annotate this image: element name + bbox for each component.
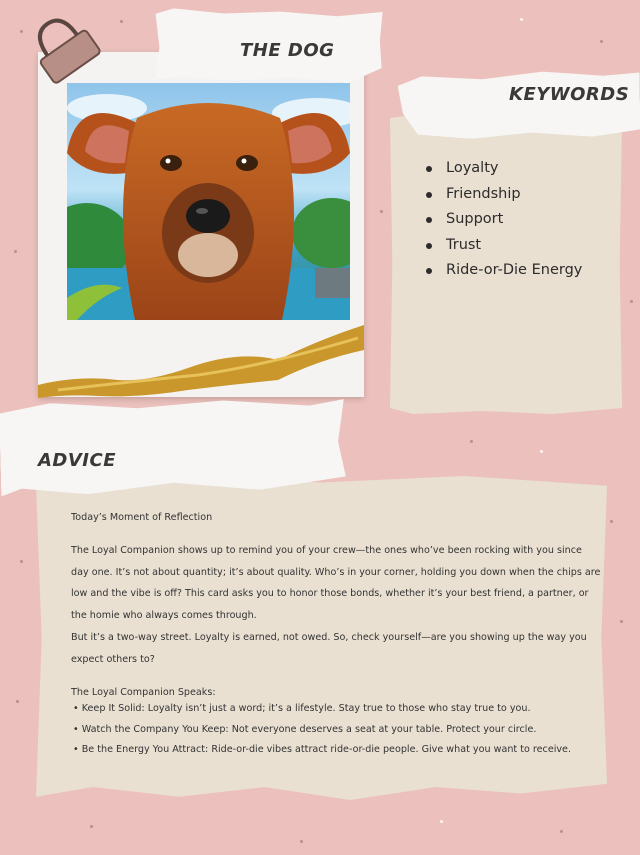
dog-photo (67, 83, 350, 320)
keyword-item: Ride-or-Die Energy (426, 258, 582, 284)
gold-foil-decor (38, 320, 364, 400)
binder-clip-icon (22, 14, 114, 100)
keyword-item: Loyalty (426, 156, 582, 182)
advice-bullet: • Keep It Solid: Loyalty isn’t just a word; it’s a lifestyle. Stay true to those who stay true to you. (73, 699, 603, 720)
advice-heading: ADVICE (38, 450, 117, 471)
advice-paragraph-1: The Loyal Companion shows up to remind you of your crew—the ones who’ve been rocking with you since day one. It’s not about quantity; it’s about quality. Who’s in your corner, holding you down when the chips are low and the vibe is off? This card asks you to honor those bonds, whether it’s your best friend, a partner, or the homie who always comes through. (71, 545, 601, 621)
advice-bullet: • Be the Energy You Attract: Ride-or-die vibes attract ride-or-die people. Give what you want to receive. (73, 740, 603, 761)
advice-paragraph-2: But it’s a two-way street. Loyalty is earned, not owed. So, check yourself—are you showing up the way you expect others to? (71, 632, 587, 665)
card-title: THE DOG (240, 40, 335, 61)
keywords-list (426, 156, 582, 284)
polaroid-frame (38, 52, 364, 397)
advice-bullet: • Watch the Company You Keep: Not everyone deserves a seat at your table. Protect your circle. (73, 720, 603, 741)
keyword-item: Trust (426, 233, 582, 259)
keywords-tape (397, 70, 640, 140)
advice-tape (0, 396, 346, 497)
reflection-heading: Today’s Moment of Reflection (71, 512, 213, 523)
speaks-heading: The Loyal Companion Speaks: (71, 687, 216, 698)
keyword-item: Support (426, 207, 582, 233)
keyword-item: Friendship (426, 182, 582, 208)
keywords-heading: KEYWORDS (509, 84, 630, 105)
advice-bullets (73, 699, 603, 761)
